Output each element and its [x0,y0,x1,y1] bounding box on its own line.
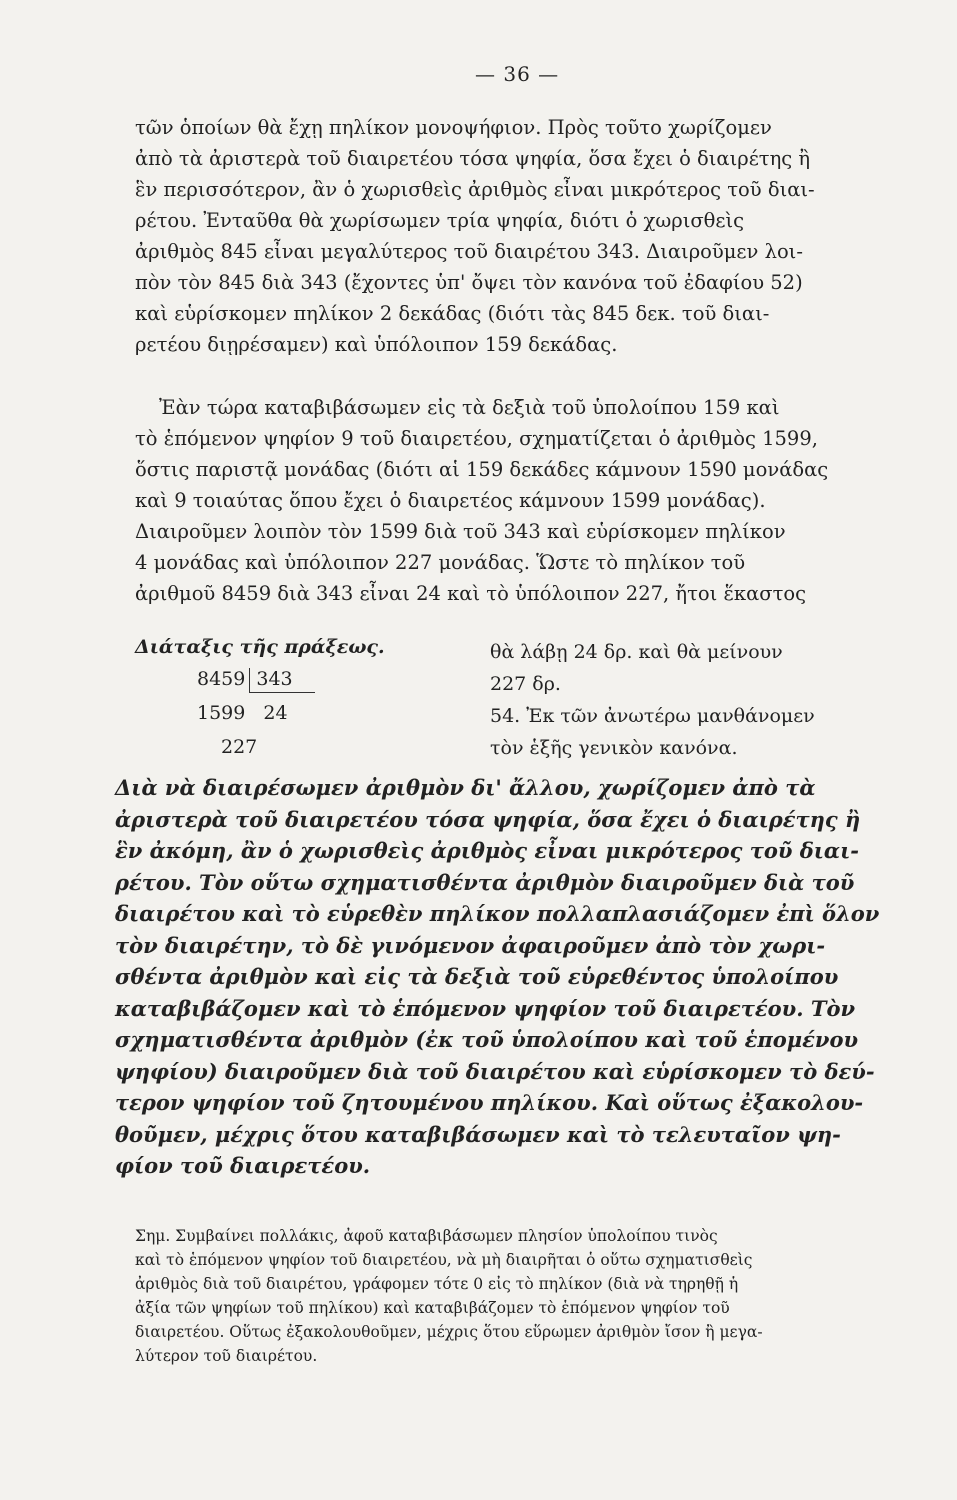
rule-line: ἀριστερὰ τοῦ διαιρετέου τόσα ψηφία, ὅσα ἔχει ὁ διαιρέτης ἢ [115,806,861,832]
text-line: ἀπὸ τὰ ἀριστερὰ τοῦ διαιρετέου τόσα ψηφία, ὅσα ἔχει ὁ διαιρέτης ἢ [135,147,811,170]
note-line: ἀξία τῶν ψηφίων τοῦ πηλίκου) καὶ καταβιβάζομεν τὸ ἑπόμενον ψηφίον τοῦ [135,1299,730,1317]
body-paragraph-2 [135,392,910,609]
text-line: τὸν ἑξῆς γενικὸν κανόνα. [490,737,738,759]
text-line: τὸ ἑπόμενον ψηφίον 9 τοῦ διαιρετέου, σχηματίζεται ὁ ἀριθμὸς 1599, [135,427,818,450]
body-paragraph-1 [135,112,910,360]
text-line: ἓν περισσότερον, ἂν ὁ χωρισθεὶς ἀριθμὸς εἶναι μικρότερος τοῦ διαι- [135,178,815,201]
text-line: ἀριθμὸς 845 εἶναι μεγαλύτερος τοῦ διαιρέτου 343. Διαιροῦμεν λοι- [135,240,803,263]
rule-line: τερον ψηφίον τοῦ ζητουμένου πηλίκου. Καὶ οὕτως ἐξακολου- [115,1090,864,1115]
note-line: ἀριθμὸς διὰ τοῦ διαιρέτου, γράφομεν τότε 0 εἰς τὸ πηλίκον (διὰ νὰ τηρηθῇ ἡ [135,1275,739,1293]
text-line: ἀριθμοῦ 8459 διὰ 343 εἶναι 24 καὶ τὸ ὑπόλοιπον 227, ἤτοι ἕκαστος [135,582,807,605]
page-number: — 36 — [475,62,560,86]
text-line: καὶ εὑρίσκομεν πηλίκον 2 δεκάδας (διότι τὰς 845 δεκ. τοῦ διαι- [135,302,770,325]
scheme-title: Διάταξις τῆς πράξεως. [135,636,385,658]
rule-line: σθέντα ἀριθμὸν καὶ εἰς τὰ δεξιὰ τοῦ εὑρεθέντος ὑπολοίπου [115,964,839,989]
remainder: 227 [221,736,258,758]
footnote [135,1224,905,1368]
note-line: λύτερον τοῦ διαιρέτου. [135,1347,318,1365]
text-line: ρετέου διῃρέσαμεν) καὶ ὑπόλοιπον 159 δεκάδας. [135,333,618,356]
rule-line: καταβιβάζομεν καὶ τὸ ἑπόμενον ψηφίον τοῦ διαιρετέου. Τὸν [115,995,856,1021]
rule-line: ἓν ἀκόμη, ἂν ὁ χωρισθεὶς ἀριθμὸς εἶναι μικρότερος τοῦ διαι- [115,838,859,863]
division-scheme [135,636,910,766]
text-line: 54. Ἐκ τῶν ἀνωτέρω μανθάνομεν [490,705,815,727]
rule-line: ρέτου. Τὸν οὕτω σχηματισθέντα ἀριθμὸν διαιροῦμεν διὰ τοῦ [115,869,855,895]
rule-line: διαιρέτου καὶ τὸ εὑρεθὲν πηλίκον πολλαπλασιάζομεν ἐπὶ ὅλον [115,901,880,926]
text-line: Ἐὰν τώρα καταβιβάσωμεν εἰς τὰ δεξιὰ τοῦ ὑπολοίπου 159 καὶ [159,396,780,419]
remainder-row [221,736,257,758]
note-line: Σημ. Συμβαίνει πολλάκις, ἀφοῦ καταβιβάσωμεν πλησίον ὑπολοίπου τινὸς [135,1227,718,1245]
dividend: 8459 [197,668,246,690]
rule-line: θοῦμεν, μέχρις ὅτου καταβιβάσωμεν καὶ τὸ τελευταῖον ψη- [115,1121,841,1147]
text-line: 227 δρ. [490,673,561,695]
text-line: πὸν τὸν 845 διὰ 343 (ἔχοντες ὑπ' ὄψει τὸν κανόνα τοῦ ἐδαφίου 52) [135,271,803,294]
general-rule [115,772,910,1182]
partial-row [197,702,288,724]
text-line: καὶ 9 τοιαύτας ὅπου ἔχει ὁ διαιρετέος κάμνουν 1599 μονάδας). [135,489,766,512]
text-line: ὅστις παριστᾷ μονάδας (διότι αἱ 159 δεκάδες κάμνουν 1590 μονάδας [135,458,829,481]
note-line: καὶ τὸ ἑπόμενον ψηφίον τοῦ διαιρετέου, νὰ μὴ διαιρῆται ὁ οὕτω σχηματισθεὶς [135,1251,753,1269]
note-line: διαιρετέου. Οὕτως ἐξακολουθοῦμεν, μέχρις ὅτου εὕρωμεν ἀριθμὸν ἴσον ἢ μεγα- [135,1323,763,1341]
rule-line: τὸν διαιρέτην, τὸ δὲ γινόμενον ἀφαιροῦμεν ἀπὸ τὸν χωρι- [115,932,826,958]
scheme-side-text [490,636,815,764]
text-line: 4 μονάδας καὶ ὑπόλοιπον 227 μονάδας. Ὥστε τὸ πηλίκον τοῦ [135,551,746,574]
rule-line: ψηφίου) διαιροῦμεν διὰ τοῦ διαιρέτου καὶ εὑρίσκομεν τὸ δεύ- [115,1058,875,1084]
rule-line: Διὰ νὰ διαιρέσωμεν ἀριθμὸν δι' ἄλλου, χωρίζομεν ἀπὸ τὰ [115,775,816,800]
quotient: 24 [263,702,288,724]
partial-dividend: 1599 [197,702,246,724]
rule-line: φίον τοῦ διαιρετέου. [115,1153,371,1178]
dividend-row [197,668,315,693]
rule-line: σχηματισθέντα ἀριθμὸν (ἐκ τοῦ ὑπολοίπου καὶ τοῦ ἑπομένου [115,1027,859,1052]
divisor: 343 [249,668,314,693]
text-line: Διαιροῦμεν λοιπὸν τὸν 1599 διὰ τοῦ 343 καὶ εὑρίσκομεν πηλίκον [135,520,786,543]
text-line: τῶν ὁποίων θὰ ἔχῃ πηλίκον μονοψήφιον. Πρὸς τοῦτο χωρίζομεν [135,116,772,139]
text-line: ρέτου. Ἐνταῦθα θὰ χωρίσωμεν τρία ψηφία, διότι ὁ χωρισθεὶς [135,209,745,232]
text-line: θὰ λάβῃ 24 δρ. καὶ θὰ μείνουν [490,641,783,663]
